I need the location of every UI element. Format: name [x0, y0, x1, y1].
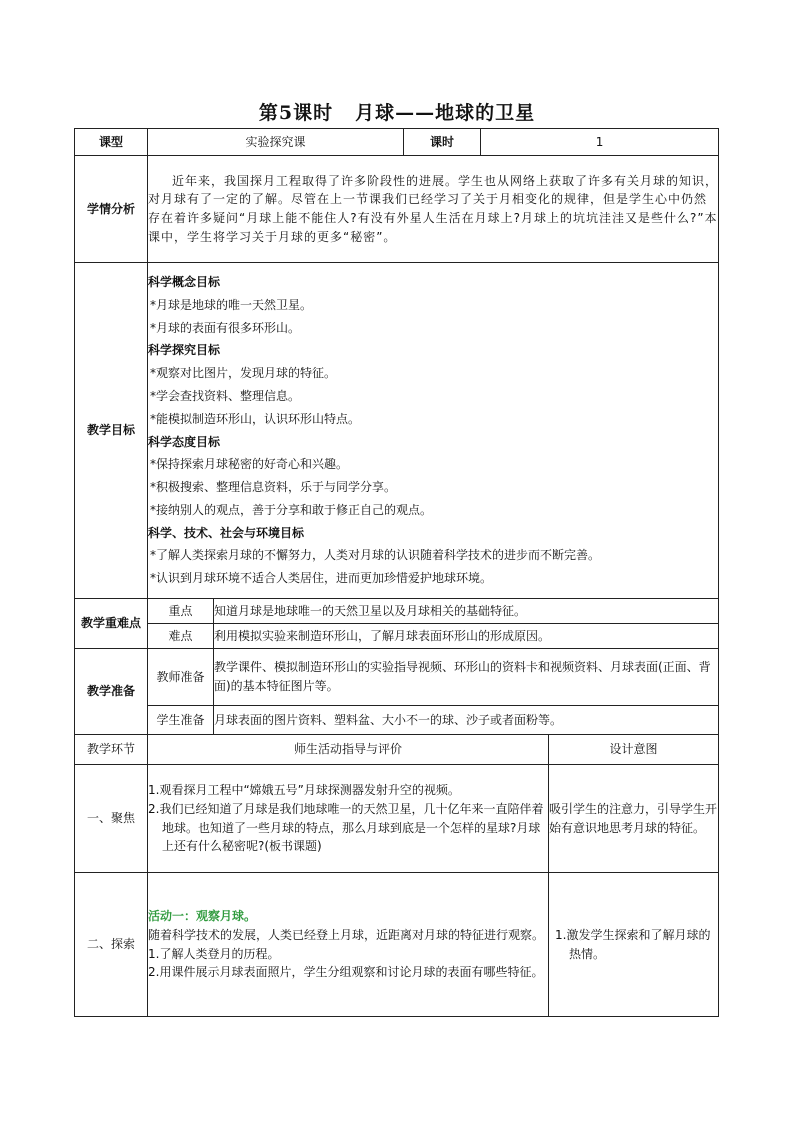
keypoints-label: 教学重难点	[75, 599, 148, 649]
explore-intro: 随着科学技术的发展，人类已经登上月球，近距离对月球的特征进行观察。	[148, 927, 545, 942]
activity-title: 活动一：观察月球。	[148, 909, 257, 924]
goal-item: *能模拟制造环形山，认识环形山特点。	[150, 411, 361, 426]
goal-item: *了解人类探索月球的不懈努力，人类对月球的认识随着科学技术的进步而不断完善。	[150, 548, 601, 563]
goal-item: *月球的表面有很多环形山。	[150, 320, 301, 335]
analysis-text: 近年来，我国探月工程取得了许多阶段性的进展。学生也从网络上获取了许多有关月球的知识，对月球有了一定的了解。尽管在上一节课我们已经学习了关于月相变化的规律，但是学生心中仍然存在着许多疑问“月球上能不能住人?有没有外星人生活在月球上?月球上的坑坑洼洼又是些什么?”本课中，学生将学习关于月球的更多“秘密”。	[148, 156, 719, 263]
explore-design-item: 1.激发学生探索和了解月球的热情。	[555, 927, 711, 961]
analysis-row	[75, 156, 719, 263]
lesson-plan-table	[74, 128, 719, 1017]
focus-item: 2.我们已经知道了月球是我们地球唯一的天然卫星，几十亿年来一直陪伴着地球。也知道了一些月球的特点，那么月球到底是一个怎样的星球?月球上还有什么秘密呢?(板书课题)	[148, 801, 544, 854]
prep-label: 教学准备	[75, 649, 148, 735]
process-col-activity: 师生活动指导与评价	[148, 735, 549, 765]
teacher-prep-text: 教学课件、模拟制造环形山的实验指导视频、环形山的资料卡和视频资料、月球表面(正面、背面)的基本特征图片等。	[214, 649, 719, 706]
goal-heading-concept: 科学概念目标	[148, 274, 221, 289]
focus-item: 1.观看探月工程中“嫦娥五号”月球探测器发射升空的视频。	[148, 783, 460, 798]
type-row	[75, 129, 719, 156]
goal-item: *月球是地球的唯一天然卫星。	[150, 297, 313, 312]
student-prep-row	[75, 706, 719, 735]
focus-row	[75, 765, 719, 873]
explore-design	[549, 873, 719, 1017]
explore-content	[148, 873, 549, 1017]
goal-item: *学会查找资料、整理信息。	[150, 388, 301, 403]
goal-item: *积极搜索、整理信息资料，乐于与同学分享。	[150, 480, 397, 495]
type-value: 实验探究课	[148, 129, 404, 156]
explore-label: 二、探索	[75, 873, 148, 1017]
lesson-topic: 月球——地球的卫星	[355, 102, 536, 124]
keypoint-row	[75, 599, 719, 624]
difficulty-text: 利用模拟实验来制造环形山，了解月球表面环形山的形成原因。	[214, 624, 719, 649]
focus-design: 吸引学生的注意力，引导学生开始有意识地思考月球的特征。	[549, 765, 719, 873]
process-header-row	[75, 735, 719, 765]
goals-label: 教学目标	[75, 263, 148, 599]
explore-item: 2.用课件展示月球表面照片，学生分组观察和讨论月球的表面有哪些特征。	[148, 965, 544, 980]
goal-heading-inquiry: 科学探究目标	[148, 343, 221, 358]
key-text: 知道月球是地球唯一的天然卫星以及月球相关的基础特征。	[214, 599, 719, 624]
goals-row	[75, 263, 719, 599]
page-title	[0, 98, 794, 125]
process-col-stage: 教学环节	[75, 735, 148, 765]
focus-label: 一、聚焦	[75, 765, 148, 873]
hours-label: 课时	[404, 129, 481, 156]
lesson-number: 第5课时	[258, 102, 334, 124]
goal-item: *观察对比图片，发现月球的特征。	[150, 366, 337, 381]
difficulty-label: 难点	[148, 624, 214, 649]
explore-row	[75, 873, 719, 1017]
student-prep-label: 学生准备	[148, 706, 214, 735]
student-prep-text: 月球表面的图片资料、塑料盆、大小不一的球、沙子或者面粉等。	[214, 706, 719, 735]
difficulty-row	[75, 624, 719, 649]
process-col-design: 设计意图	[549, 735, 719, 765]
teacher-prep-label: 教师准备	[148, 649, 214, 706]
hours-value: 1	[481, 129, 719, 156]
teacher-prep-row	[75, 649, 719, 706]
goal-heading-attitude: 科学态度目标	[148, 434, 221, 449]
goal-item: *认识到月球环境不适合人类居住，进而更加珍惜爱护地球环境。	[150, 571, 493, 586]
key-label: 重点	[148, 599, 214, 624]
focus-content	[148, 765, 549, 873]
goal-heading-sts: 科学、技术、社会与环境目标	[148, 525, 305, 540]
type-label: 课型	[75, 129, 148, 156]
analysis-label: 学情分析	[75, 156, 148, 263]
explore-item: 1.了解人类登月的历程。	[148, 946, 280, 961]
goal-item: *接纳别人的观点，善于分享和敢于修正自己的观点。	[150, 502, 433, 517]
goals-content	[148, 263, 719, 599]
goal-item: *保持探索月球秘密的好奇心和兴趣。	[150, 457, 349, 472]
